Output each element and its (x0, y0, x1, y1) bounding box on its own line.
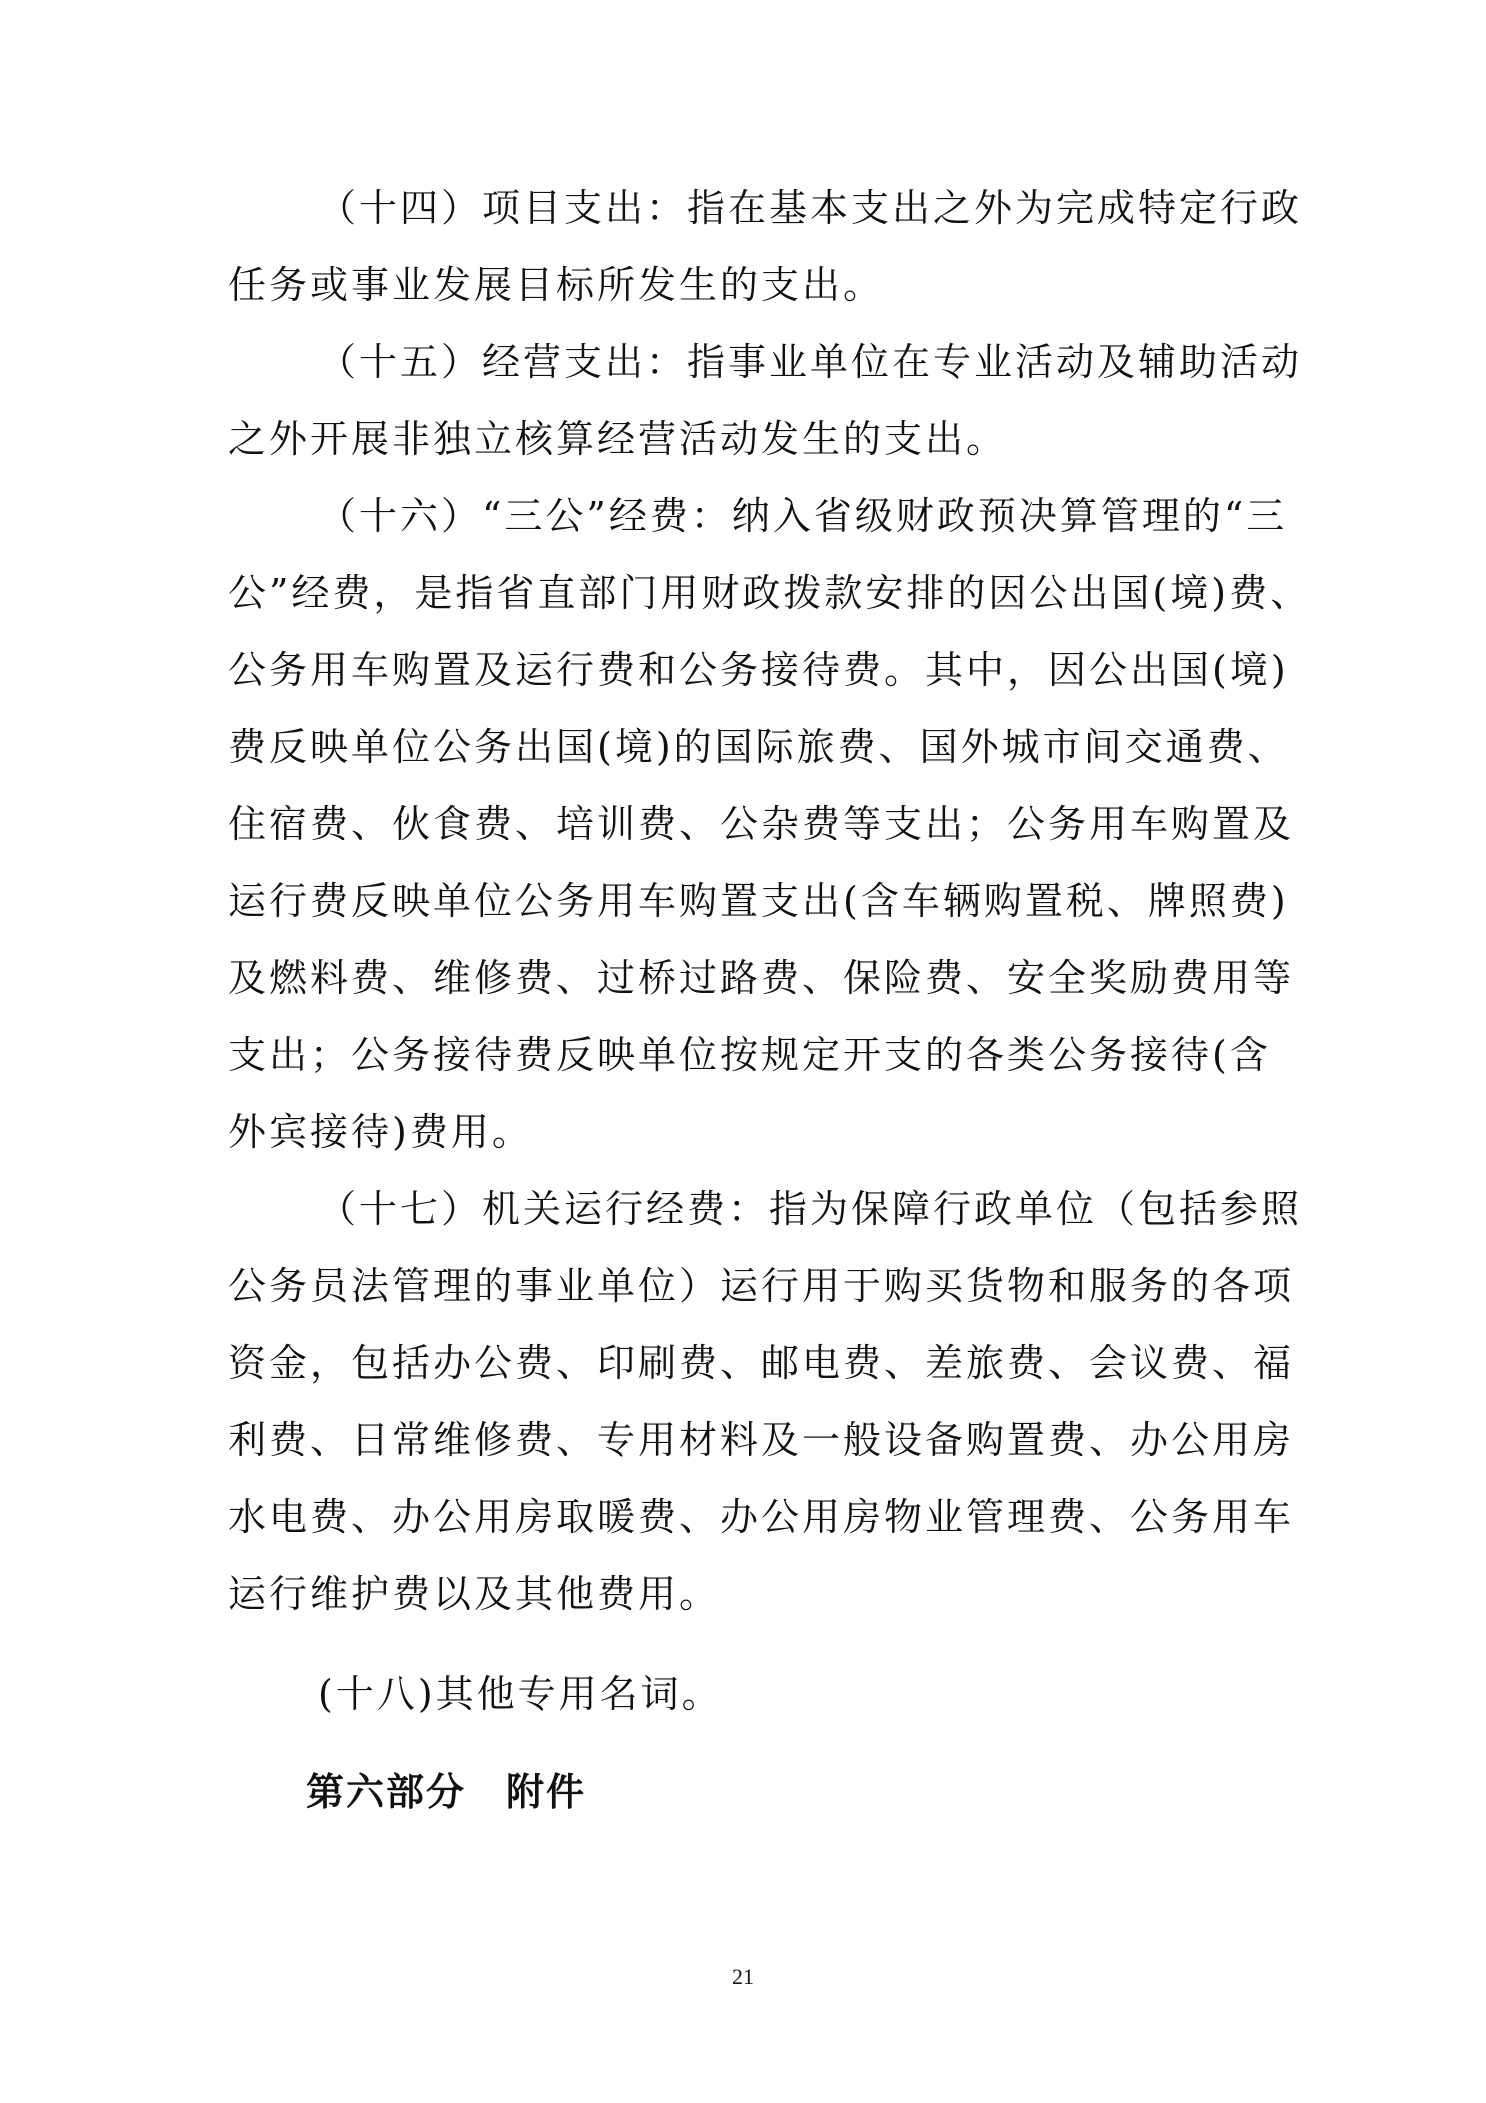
section-heading: 第六部分 附件 (306, 1770, 587, 1814)
text-line-19: 运行维护费以及其他费用。 (228, 1572, 721, 1616)
text-line-6: 公”经费，是指省直部门用财政拨款安排的因公出国(境)费、 (228, 571, 1312, 615)
text-line-11: 及燃料费、维修费、过桥过路费、保险费、安全奖励费用等 (228, 956, 1295, 1000)
text-line-20: (十八)其他专用名词。 (318, 1672, 723, 1716)
text-line-16: 资金，包括办公费、印刷费、邮电费、差旅费、会议费、福 (228, 1341, 1295, 1385)
text-line-12: 支出；公务接待费反映单位按规定开支的各类公务接待(含 (228, 1033, 1271, 1077)
text-line-9: 住宿费、伙食费、培训费、公杂费等支出；公务用车购置及 (228, 802, 1295, 846)
text-line-15: 公务员法管理的事业单位）运行用于购买货物和服务的各项 (228, 1264, 1295, 1308)
text-line-7: 公务用车购置及运行费和公务接待费。其中，因公出国(境) (228, 648, 1289, 692)
text-line-2: 任务或事业发展目标所发生的支出。 (228, 263, 885, 307)
text-line-8: 费反映单位公务出国(境)的国际旅费、国外城市间交通费、 (228, 725, 1289, 769)
text-line-4: 之外开展非独立核算经营活动发生的支出。 (228, 417, 1008, 461)
page-number: 21 (732, 1964, 754, 1989)
text-line-5: （十六）“三公”经费：纳入省级财政预决算管理的“三 (318, 494, 1288, 538)
text-line-17: 利费、日常维修费、专用材料及一般设备购置费、办公用房 (228, 1418, 1295, 1462)
text-line-10: 运行费反映单位公务用车购置支出(含车辆购置税、牌照费) (228, 879, 1289, 923)
text-line-13: 外宾接待)费用。 (228, 1110, 533, 1154)
text-line-1: （十四）项目支出：指在基本支出之外为完成特定行政 (318, 186, 1303, 230)
text-line-14: （十七）机关运行经费：指为保障行政单位（包括参照 (318, 1187, 1303, 1231)
text-line-3: （十五）经营支出：指事业单位在专业活动及辅助活动 (318, 340, 1303, 384)
text-line-18: 水电费、办公用房取暖费、办公用房物业管理费、公务用车 (228, 1495, 1295, 1539)
